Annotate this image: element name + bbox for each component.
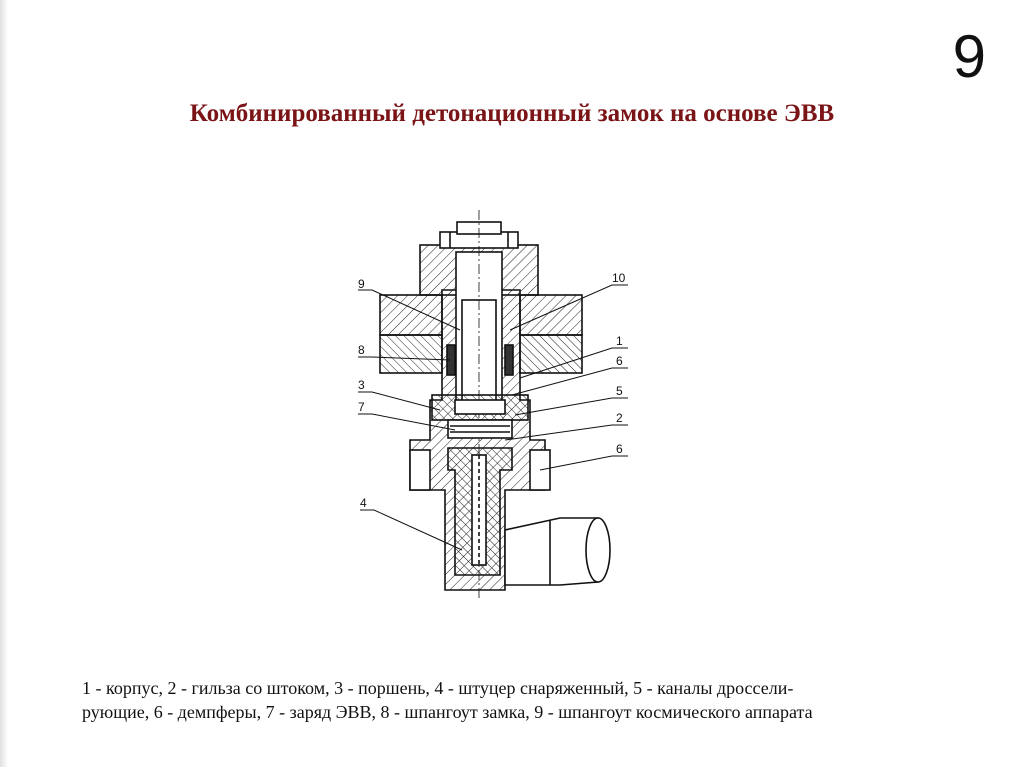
callout-6b: 6 xyxy=(616,442,623,456)
slide-number: 9 xyxy=(952,23,986,90)
callout-9: 9 xyxy=(358,277,365,291)
charge-7 xyxy=(448,420,512,438)
technical-drawing xyxy=(340,205,680,600)
callout-5: 5 xyxy=(616,384,623,398)
callout-1: 1 xyxy=(616,334,623,348)
legend-line-1: 1 - корпус, 2 - гильза со штоком, 3 - поршень, 4 - штуцер снаряженный, 5 - каналы дроссели- xyxy=(82,678,794,698)
callout-6a: 6 xyxy=(616,354,623,368)
frame-9-right xyxy=(520,295,582,335)
callout-7: 7 xyxy=(358,400,365,414)
lower-nut-left xyxy=(410,450,430,490)
callout-10: 10 xyxy=(612,271,626,285)
frame-9-left xyxy=(380,295,442,335)
frame-8-left xyxy=(380,335,442,373)
callout-4: 4 xyxy=(360,496,367,510)
frame-8-right xyxy=(520,335,582,373)
legend-line-2: рующие, 6 - демпферы, 7 - заряд ЭВВ, 8 - шпангоут замка, 9 - шпангоут космического аппарата xyxy=(82,702,813,722)
slide-title: Комбинированный детонационный замок на основе ЭВВ xyxy=(189,100,835,127)
damper-6-right xyxy=(505,345,513,375)
callout-8: 8 xyxy=(358,343,365,357)
callout-3: 3 xyxy=(358,378,365,392)
legend-caption xyxy=(82,676,962,724)
callout-2: 2 xyxy=(616,411,623,425)
